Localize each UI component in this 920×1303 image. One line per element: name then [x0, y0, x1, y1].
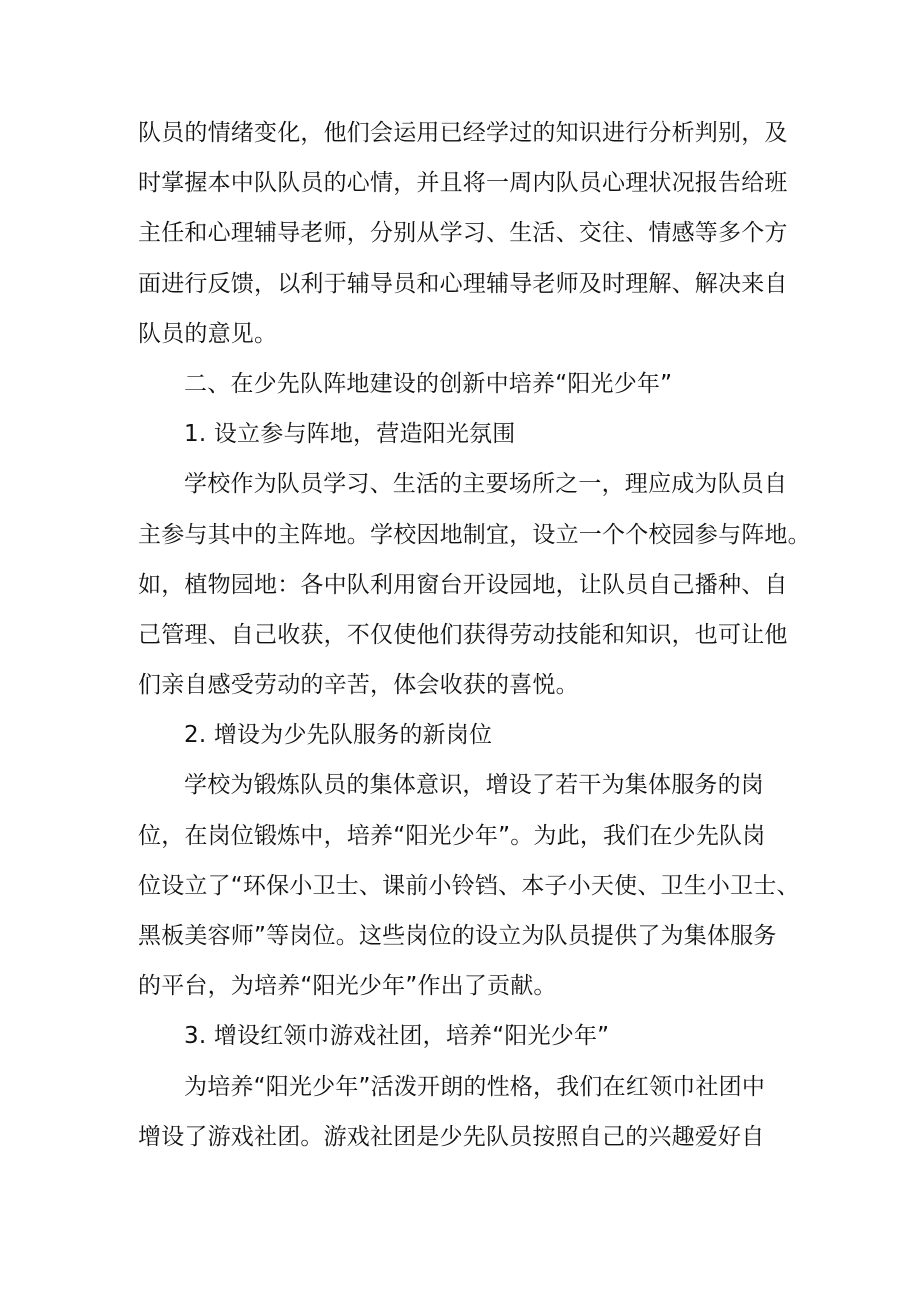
document-body	[138, 108, 811, 1162]
paragraph-line: 们亲自感受劳动的辛苦，体会收获的喜悦。	[138, 672, 579, 699]
subsection-heading-1: 1. 设立参与阵地，营造阳光氛围	[184, 421, 516, 448]
paragraph-line: 主任和心理辅导老师，分别从学习、生活、交往、情感等多个方	[138, 220, 788, 247]
paragraph-line: 位，在岗位锻炼中，培养“阳光少年”。为此，我们在少先队岗	[138, 822, 766, 849]
paragraph-line: 的平台，为培养“阳光少年”作出了贡献。	[138, 973, 557, 1000]
paragraph-line: 队员的情绪变化，他们会运用已经学过的知识进行分析判别，及	[138, 120, 788, 146]
paragraph-line: 位设立了“环保小卫士、课前小铃铛、本子小天使、卫生小卫士、	[138, 872, 800, 899]
paragraph-line: 为培养“阳光少年”活泼开朗的性格，我们在红领巾社团中	[184, 1073, 766, 1100]
paragraph-line: 学校作为队员学习、生活的主要场所之一，理应成为队员自	[184, 471, 788, 498]
paragraph-line: 如，植物园地：各中队利用窗台开设园地，让队员自己播种、自	[138, 571, 788, 598]
paragraph-line: 时掌握本中队队员的心情，并且将一周内队员心理状况报告给班	[138, 170, 788, 197]
section-heading: 二、在少先队阵地建设的创新中培养“阳光少年”	[184, 370, 673, 397]
paragraph-line: 己管理、自己收获，不仅使他们获得劳动技能和知识，也可让他	[138, 621, 788, 648]
paragraph-line: 增设了游戏社团。游戏社团是少先队员按照自己的兴趣爱好自	[138, 1123, 765, 1150]
subsection-heading-2: 2. 增设为少先队服务的新岗位	[184, 722, 493, 749]
paragraph-line: 主参与其中的主阵地。学校因地制宜，设立一个个校园参与阵地。	[138, 521, 811, 548]
paragraph-line: 学校为锻炼队员的集体意识，增设了若干为集体服务的岗	[184, 772, 764, 799]
subsection-heading-3: 3. 增设红领巾游戏社团，培养“阳光少年”	[184, 1023, 610, 1050]
paragraph-line: 队员的意见。	[138, 320, 278, 347]
paragraph-line: 黑板美容师”等岗位。这些岗位的设立为队员提供了为集体服务	[138, 923, 777, 949]
paragraph-line: 面进行反馈，以利于辅导员和心理辅导老师及时理解、解决来自	[138, 270, 788, 297]
